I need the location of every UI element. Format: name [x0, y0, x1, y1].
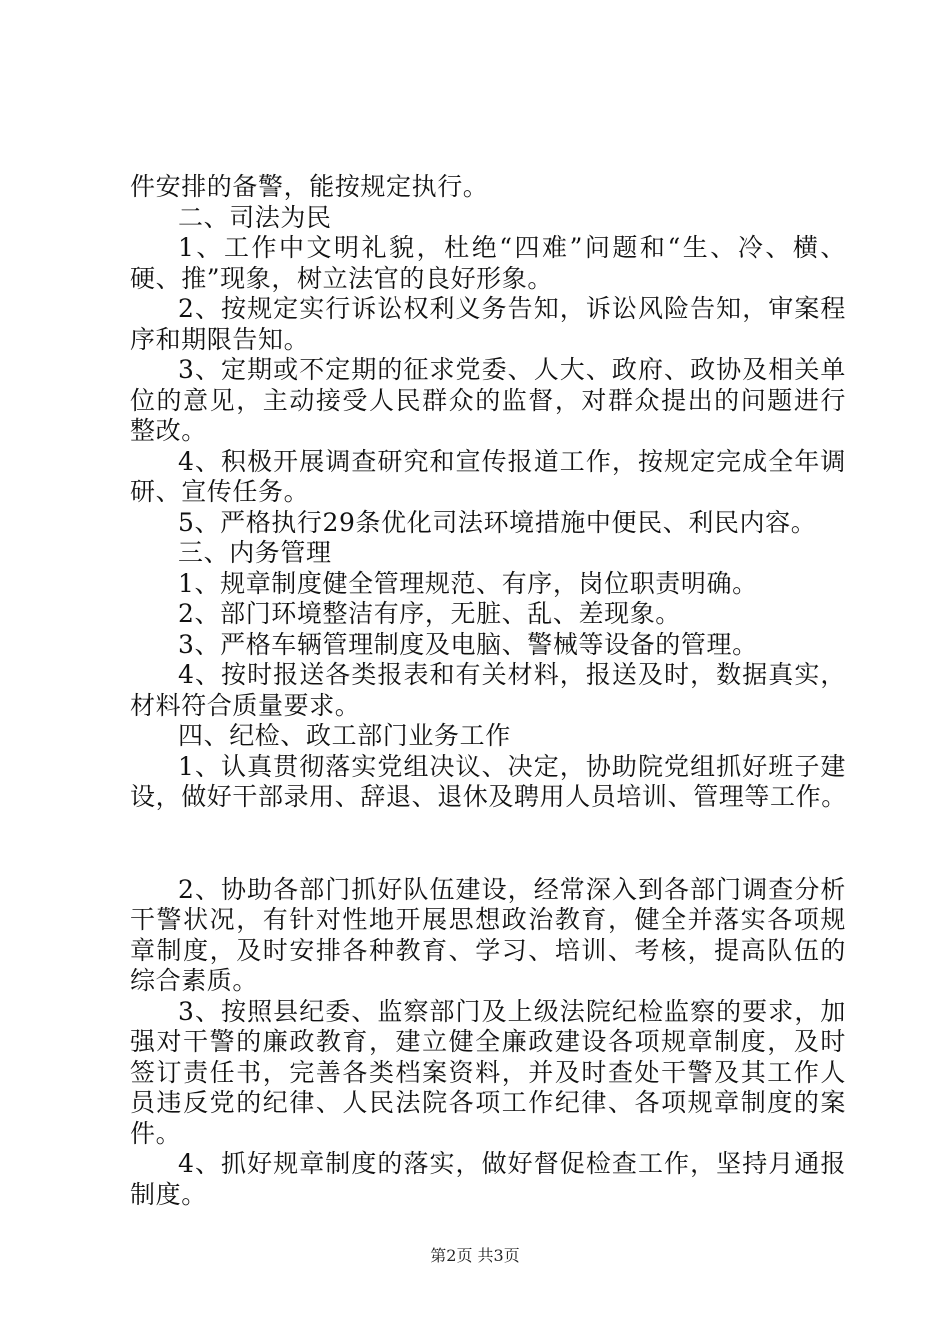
text-line: 2、协助各部门抓好队伍建设，经常深入到各部门调查分析	[178, 874, 846, 904]
text-line: 位的意见，主动接受人民群众的监督，对群众提出的问题进行	[130, 385, 846, 415]
text-line: 1、认真贯彻落实党组决议、决定，协助院党组抓好班子建	[178, 751, 846, 781]
text-line: 2、部门环境整洁有序，无脏、乱、差现象。	[178, 599, 681, 628]
text-line: 章制度，及时安排各种教育、学习、培训、考核，提高队伍的	[130, 935, 846, 965]
text-line: 三、内务管理	[178, 538, 332, 567]
paragraph-gap	[130, 829, 846, 859]
text-line: 干警状况，有针对性地开展思想政治教育，健全并落实各项规	[130, 905, 846, 934]
text-line: 5、严格执行29条优化司法环境措施中便民、利民内容。	[178, 507, 817, 537]
text-line: 4、抓好规章制度的落实，做好督促检查工作，坚持月通报	[178, 1149, 846, 1178]
text-line: 四、纪检、政工部门业务工作	[178, 721, 511, 750]
text-line: 签订责任书，完善各类档案资料，并及时查处干警及其工作人	[130, 1057, 846, 1087]
text-line: 3、定期或不定期的征求党委、人大、政府、政协及相关单	[178, 355, 846, 384]
text-line: 强对干警的廉政教育，建立健全廉政建设各项规章制度，及时	[130, 1027, 846, 1056]
text-line: 4、按时报送各类报表和有关材料，报送及时，数据真实，	[178, 660, 846, 689]
text-line: 综合素质。	[130, 966, 259, 995]
text-line: 设，做好干部录用、辞退、退休及聘用人员培训、管理等工作。	[130, 782, 847, 811]
text-line: 1、工作中文明礼貌，杜绝“四难”问题和“生、冷、横、	[178, 233, 846, 262]
text-line: 3、严格车辆管理制度及电脑、警械等设备的管理。	[178, 629, 758, 659]
text-line: 员违反党的纪律、人民法院各项工作纪律、各项规章制度的案	[130, 1088, 846, 1117]
text-line: 2、按规定实行诉讼权利义务告知，诉讼风险告知，审案程	[178, 294, 846, 323]
text-line: 1、规章制度健全管理规范、有序，岗位职责明确。	[178, 568, 758, 598]
text-line: 3、按照县纪委、监察部门及上级法院纪检监察的要求，加	[178, 996, 846, 1026]
text-line: 制度。	[130, 1179, 207, 1209]
text-line: 4、积极开展调查研究和宣传报道工作，按规定完成全年调	[178, 446, 846, 476]
text-line: 整改。	[130, 416, 207, 445]
page-footer: 第2页 共3页	[430, 1246, 520, 1265]
text-line: 件安排的备警，能按规定执行。	[130, 172, 489, 201]
document-body	[130, 172, 846, 1210]
text-line: 序和期限告知。	[130, 324, 310, 354]
text-line: 二、司法为民	[178, 202, 332, 232]
text-line: 件。	[130, 1118, 182, 1148]
text-line: 硬、推”现象，树立法官的良好形象。	[130, 263, 553, 293]
text-line: 材料符合质量要求。	[130, 690, 361, 720]
text-line: 研、宣传任务。	[130, 477, 310, 506]
